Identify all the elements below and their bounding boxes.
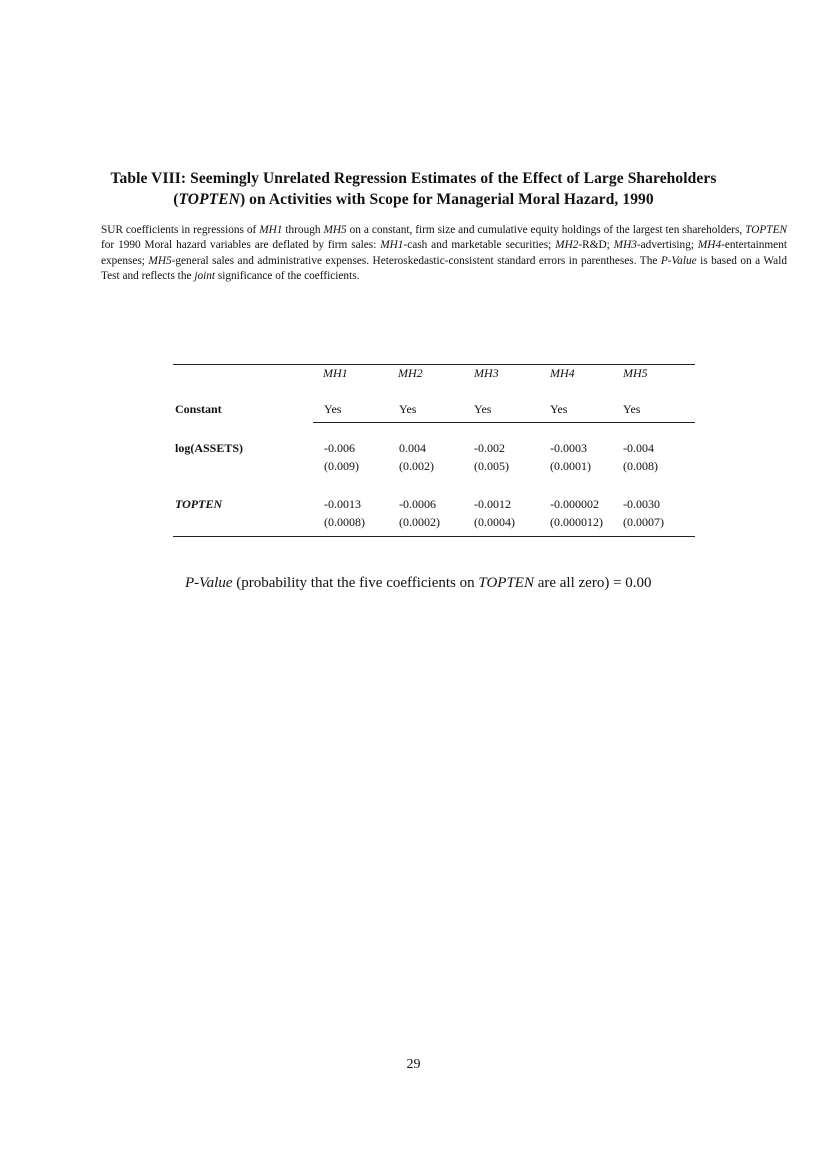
table-cell: (0.008) (623, 459, 658, 473)
row-label-constant: Constant (175, 402, 222, 416)
table-caption (101, 223, 787, 285)
caption-text: SUR coefficients in regressions of (101, 224, 260, 236)
p-value-text: (probability that the five coefficients on (232, 575, 479, 591)
table-cell: (0.005) (474, 459, 509, 473)
caption-var: MH3 (613, 239, 637, 252)
caption-text: is based on a Wald Test and reflects the (101, 254, 787, 283)
table-bottom-rule (173, 536, 695, 537)
table-cell: -0.000002 (550, 497, 599, 511)
caption-var: TOPTEN (745, 224, 788, 236)
caption-var: MH1 (380, 239, 404, 252)
col-header-mh1: MH1 (323, 366, 348, 380)
caption-text: -entertainment expenses; (101, 239, 787, 267)
caption-var: MH5 (148, 254, 172, 267)
title-topten: TOPTEN (178, 191, 240, 208)
table-cell: (0.0004) (474, 515, 515, 529)
row-label-log-assets: log(ASSETS) (175, 441, 244, 455)
caption-var: MH1 (259, 224, 283, 236)
table-cell: (0.002) (399, 459, 434, 473)
table-cell: -0.0006 (399, 497, 436, 511)
row-label-topten: TOPTEN (175, 497, 223, 511)
table-title (100, 168, 727, 210)
p-value-var: TOPTEN (478, 575, 534, 591)
p-value-text: are all zero) = 0.00 (533, 575, 652, 591)
table-cell: 0.004 (399, 441, 426, 455)
col-header-mh5: MH5 (623, 366, 648, 380)
col-header-mh3: MH3 (474, 366, 499, 380)
table-cell: -0.004 (623, 441, 654, 455)
title-line-1: Table VIII: Seemingly Unrelated Regression Estimates of the Effect of Large Shareholders (110, 170, 717, 187)
table-cell: (0.000012) (550, 515, 603, 529)
caption-text: -cash and marketable securities; (403, 239, 556, 252)
table-cell: -0.002 (474, 441, 505, 455)
p-value-note (185, 575, 652, 592)
caption-text: on a constant, firm size and cumulative equity holdings of the largest ten shareholders, (346, 224, 746, 236)
caption-text: through (282, 224, 324, 236)
table-cell: Yes (550, 402, 568, 416)
caption-text: significance of the coefficients. (215, 270, 360, 283)
caption-var: MH5 (323, 224, 347, 236)
caption-var: joint (194, 270, 216, 283)
table-cell: Yes (324, 402, 342, 416)
caption-var: MH2 (555, 239, 579, 252)
title-paren: ( (173, 191, 179, 208)
table-cell: Yes (623, 402, 641, 416)
p-value-label: P-Value (185, 575, 233, 591)
table-cell: (0.0007) (623, 515, 664, 529)
table-cell: -0.0030 (623, 497, 660, 511)
table-cell: (0.0008) (324, 515, 365, 529)
title-rest: ) on Activities with Scope for Managerial Moral Hazard, 1990 (239, 191, 654, 208)
constant-underline-rule (313, 422, 695, 423)
col-header-mh4: MH4 (550, 366, 575, 380)
page-number: 29 (406, 1057, 421, 1072)
table-cell: Yes (399, 402, 417, 416)
table-cell: -0.0013 (324, 497, 361, 511)
caption-text: -R&D; (578, 239, 614, 252)
table-cell: -0.0012 (474, 497, 511, 511)
table-cell: (0.0002) (399, 515, 440, 529)
title-line-2 (100, 189, 727, 210)
table-cell: -0.006 (324, 441, 355, 455)
caption-var: P-Value (660, 254, 697, 267)
table-top-rule (173, 364, 695, 365)
table-cell: Yes (474, 402, 492, 416)
table-cell: (0.0001) (550, 459, 591, 473)
table-cell: -0.0003 (550, 441, 587, 455)
caption-text: -advertising; (636, 239, 698, 252)
caption-var: MH4 (697, 239, 722, 252)
col-header-mh2: MH2 (398, 366, 423, 380)
table-cell: (0.009) (324, 459, 359, 473)
caption-text: -general sales and administrative expenses. Heteroskedastic-consistent standard errors in parentheses. The (171, 254, 661, 267)
caption-text: for 1990 Moral hazard variables are deflated by firm sales: (101, 239, 381, 252)
